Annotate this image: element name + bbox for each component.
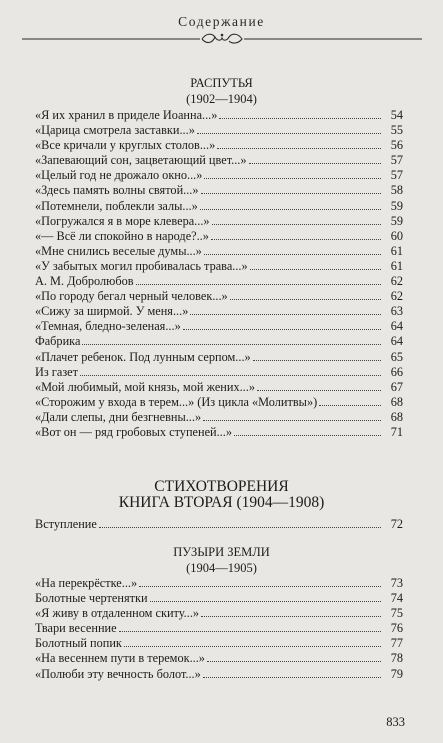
toc-entry-title: «Я живу в отдаленном скиту...» (35, 606, 200, 621)
toc-entry (35, 636, 403, 651)
toc-entry-title: «Дали слепы, дни безгневны...» (35, 409, 202, 424)
toc-entry-title: «На перекрёстке...» (35, 576, 138, 590)
toc-entry-page: 79 (390, 666, 403, 681)
toc-entry-title: «Сторожим у входа в терем...» (Из цикла «Молитвы») (35, 394, 318, 409)
toc-entry (35, 334, 403, 349)
toc-leader-dots (319, 404, 381, 406)
toc-entry-page: 61 (390, 258, 403, 273)
toc-entry-page: 67 (390, 379, 403, 394)
toc-entry-page: 64 (390, 334, 403, 349)
header-ornament (22, 32, 422, 46)
toc-leader-dots (124, 645, 381, 647)
toc-entry (35, 425, 403, 440)
toc-entry-page: 78 (390, 651, 403, 666)
toc-leader-dots (139, 585, 381, 587)
toc-entry-title: «Мой любимый, мой князь, мой жених...» (35, 379, 255, 394)
toc-leader-dots (204, 177, 381, 179)
toc-leader-dots (80, 374, 381, 376)
toc-leader-dots (99, 526, 381, 528)
toc-entry-page: 59 (390, 213, 403, 228)
toc-entry-page: 57 (390, 168, 403, 183)
toc-entry-page: 57 (390, 153, 403, 168)
toc-leader-dots (257, 389, 381, 391)
toc-entry-title: «— Всё ли спокойно в народе?..» (35, 228, 209, 243)
toc-entry-title: Из газет (35, 364, 79, 379)
toc-entry-page: 61 (390, 243, 403, 258)
toc-entry (35, 229, 403, 244)
toc-leader-dots (211, 238, 381, 240)
toc-entry (35, 214, 403, 229)
toc-entry-page: 71 (390, 424, 403, 439)
toc-leader-dots (201, 615, 381, 617)
toc-entry (35, 410, 403, 425)
toc-entry-title: Вступление (35, 517, 97, 531)
toc-entry-page: 62 (390, 289, 403, 304)
toc-entry-page: 76 (390, 621, 403, 636)
toc-leader-dots (230, 298, 381, 300)
toc-list-puzyri (35, 576, 403, 682)
toc-leader-dots (253, 359, 381, 361)
toc-entry-page: 77 (390, 636, 403, 651)
toc-leader-dots (82, 343, 381, 345)
toc-entry-title: «Сижу за ширмой. У меня...» (35, 304, 189, 319)
toc-entry-page: 65 (390, 349, 403, 364)
running-header: Содержание (178, 14, 265, 29)
section-title-puzyri: ПУЗЫРИ ЗЕМЛИ (173, 545, 270, 559)
toc-entry-title: Фабрика (35, 334, 81, 349)
toc-leader-dots (249, 162, 381, 164)
toc-entry (35, 517, 403, 532)
toc-entry (35, 667, 403, 682)
toc-leader-dots (203, 419, 381, 421)
toc-entry (35, 168, 403, 183)
toc-entry (35, 621, 403, 636)
toc-entry-page: 66 (390, 364, 403, 379)
toc-entry-page: 64 (390, 319, 403, 334)
toc-entry-title: Болотный попик (35, 636, 122, 651)
toc-entry (35, 319, 403, 334)
toc-entry (35, 138, 403, 153)
toc-entry-page: 68 (390, 394, 403, 409)
toc-entry (35, 395, 403, 410)
toc-leader-dots (212, 223, 381, 225)
toc-entry-title: «Полюби эту вечность болот...» (35, 666, 201, 681)
section-title-rasputya: РАСПУТЬЯ (190, 76, 253, 90)
toc-entry-title: «Темная, бледно-зеленая...» (35, 319, 181, 334)
toc-leader-dots (207, 660, 381, 662)
toc-entry-title: «Целый год не дрожало окно...» (35, 168, 203, 183)
toc-entry-page: 54 (390, 108, 403, 122)
book-title: СТИХОТВОРЕНИЯ (154, 478, 289, 495)
toc-entry-page: 68 (390, 409, 403, 424)
toc-entry (35, 183, 403, 198)
toc-entry-title: «Я их хранил в приделе Иоанна...» (35, 108, 218, 122)
toc-entry (35, 244, 403, 259)
toc-entry-page: 62 (390, 274, 403, 289)
toc-leader-dots (190, 313, 381, 315)
toc-entry-title: «У забытых могил пробивалась трава...» (35, 258, 248, 273)
toc-leader-dots (119, 630, 381, 632)
toc-entry (35, 153, 403, 168)
toc-entry (35, 274, 403, 289)
toc-entry-title: Болотные чертенятки (35, 591, 148, 606)
toc-entry (35, 380, 403, 395)
toc-leader-dots (234, 434, 381, 436)
toc-leader-dots (201, 192, 381, 194)
toc-entry (35, 123, 403, 138)
toc-entry-title: «Погружался я в море клевера...» (35, 213, 210, 228)
toc-leader-dots (136, 283, 381, 285)
toc-entry (35, 350, 403, 365)
toc-entry-page: 56 (390, 138, 403, 153)
toc-leader-dots (204, 253, 381, 255)
toc-entry (35, 259, 403, 274)
toc-entry-page: 73 (390, 576, 403, 590)
toc-entry-title: «Мне снились веселые думы...» (35, 243, 202, 258)
toc-leader-dots (203, 676, 381, 678)
toc-entry (35, 606, 403, 621)
toc-entry-page: 63 (390, 304, 403, 319)
toc-entry-title: «Запевающий сон, зацветающий цвет...» (35, 153, 247, 168)
book-subtitle: КНИГА ВТОРАЯ (1904—1908) (118, 494, 325, 511)
toc-entry-page: 60 (390, 228, 403, 243)
toc-entry-title: «На весеннем пути в теремок...» (35, 651, 205, 666)
toc-entry (35, 651, 403, 666)
toc-leader-dots (183, 328, 381, 330)
toc-entry-title: «Потемнели, поблекли залы...» (35, 198, 198, 213)
toc-entry-title: «По городу бегал черный человек...» (35, 289, 228, 304)
toc-entry (35, 365, 403, 380)
toc-intro (35, 517, 403, 532)
page-number: 833 (386, 715, 405, 729)
toc-entry (35, 591, 403, 606)
toc-entry (35, 304, 403, 319)
toc-entry (35, 199, 403, 214)
toc-entry-title: А. М. Добролюбов (35, 274, 134, 289)
toc-entry-page: 72 (390, 517, 403, 531)
toc-entry-title: «Царица смотрела заставки...» (35, 123, 195, 138)
toc-leader-dots (219, 117, 381, 119)
toc-entry-page: 75 (390, 606, 403, 621)
toc-leader-dots (200, 208, 381, 210)
toc-leader-dots (217, 147, 381, 149)
toc-entry-page: 55 (390, 123, 403, 138)
toc-entry-title: «Здесь память волны святой...» (35, 183, 199, 198)
toc-entry (35, 576, 403, 591)
toc-entry-page: 58 (390, 183, 403, 198)
toc-leader-dots (150, 600, 381, 602)
toc-entry-page: 59 (390, 198, 403, 213)
toc-entry-title: «Вот он — ряд гробовых ступеней...» (35, 424, 232, 439)
section-years-puzyri: (1904—1905) (186, 561, 257, 575)
toc-entry-title: «Все кричали у круглых столов...» (35, 138, 216, 153)
section-years-rasputya: (1902—1904) (186, 92, 257, 106)
toc-entry-title: «Плачет ребенок. Под лунным серпом...» (35, 349, 251, 364)
toc-entry (35, 289, 403, 304)
toc-entry-title: Твари весенние (35, 621, 117, 636)
toc-leader-dots (197, 132, 381, 134)
toc-entry-page: 74 (390, 591, 403, 606)
toc-list-rasputya (35, 108, 403, 440)
toc-leader-dots (250, 268, 381, 270)
toc-entry (35, 108, 403, 123)
